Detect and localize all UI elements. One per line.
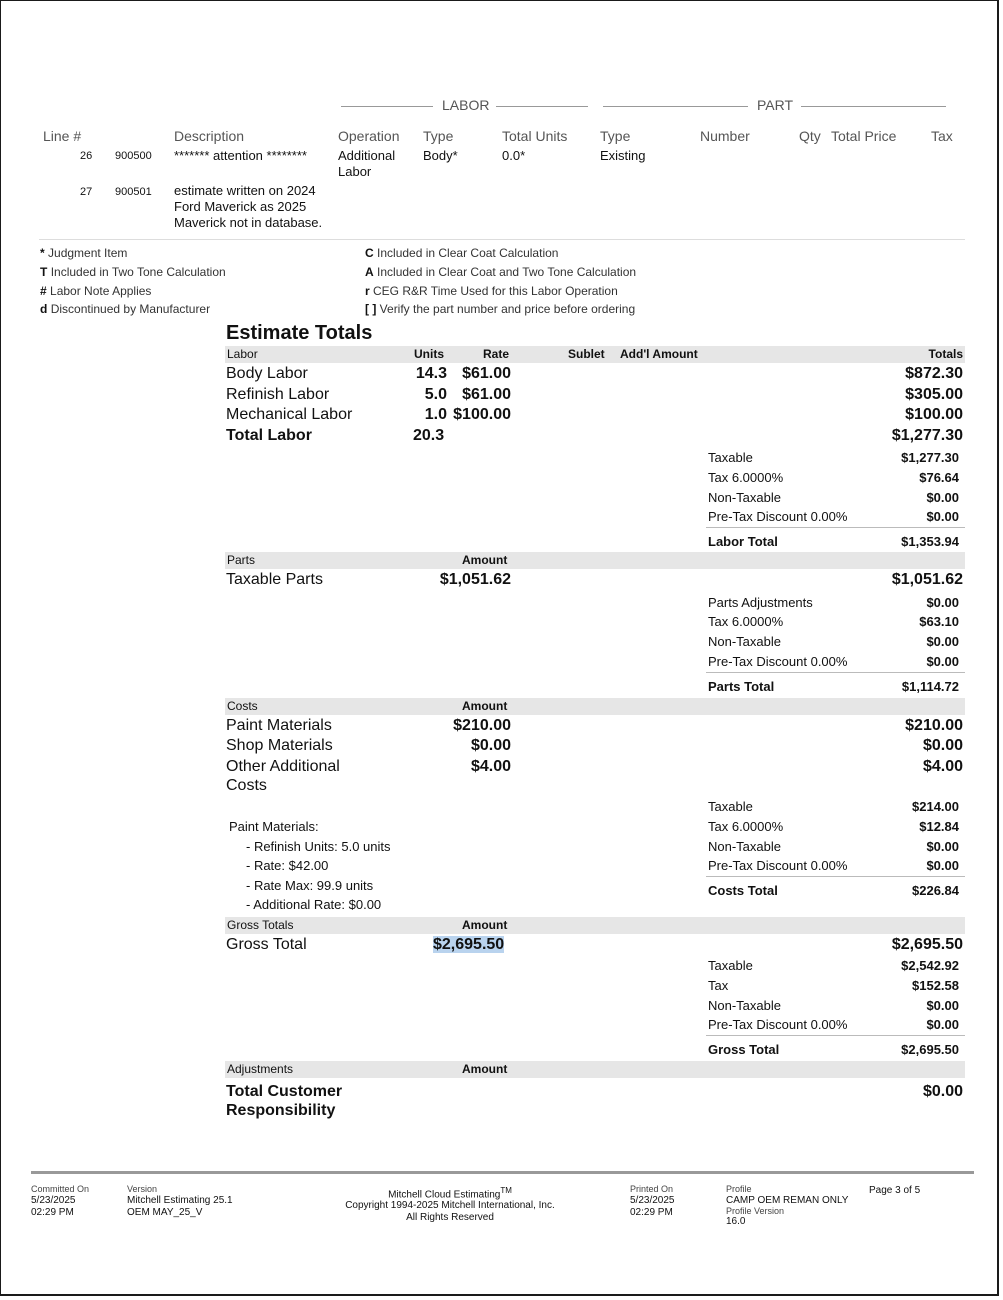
part-group-heading: PART [757, 97, 794, 113]
costs-total-label: Costs Total [708, 883, 778, 898]
line-labor-type: Body* [423, 148, 458, 163]
legend-item: [ ] Verify the part number and price before ordering [365, 302, 636, 316]
col-total-price: Total Price [831, 128, 897, 144]
col-line: Line # [43, 128, 82, 144]
line-description: estimate written on 2024 [174, 183, 316, 198]
col-tax: Tax [931, 128, 953, 144]
legend-item: d Discontinued by Manufacturer [40, 302, 211, 316]
gross-section-bar: Gross Totals Amount [225, 917, 965, 934]
line-code: 900500 [115, 150, 152, 162]
col-qty: Qty [799, 128, 821, 144]
legend-item: r CEG R&R Time Used for this Labor Operation [365, 284, 618, 298]
estimate-totals-title: Estimate Totals [226, 322, 373, 344]
parts-total-label: Parts Total [708, 679, 775, 694]
gross-total-label: Gross Total [708, 1042, 780, 1057]
line-description: Maverick not in database. [174, 215, 323, 230]
legend-item: A Included in Clear Coat and Two Tone Calculation [365, 265, 637, 279]
legend-item: C Included in Clear Coat Calculation [365, 246, 559, 260]
col-part-type: Type [600, 128, 631, 144]
line-description: Ford Maverick as 2025 [174, 199, 307, 214]
line-number: 26 [80, 150, 93, 162]
parts-total-value: $1,114.72 [901, 679, 959, 694]
col-number: Number [700, 128, 750, 144]
labor-section-bar: Labor Units Rate Sublet Add'l Amount Totals [227, 347, 963, 361]
col-operation: Operation [338, 128, 400, 144]
costs-section-bar: Costs Amount [225, 698, 965, 715]
col-description: Description [174, 128, 245, 144]
labor-total-value: $1,353.94 [901, 534, 959, 549]
legend-item: T Included in Two Tone Calculation [40, 265, 226, 279]
line-number: 27 [80, 186, 93, 198]
line-part-type: Existing [600, 148, 646, 163]
costs-total-value: $226.84 [912, 883, 959, 898]
gross-amount-highlighted[interactable]: $2,695.50 [433, 936, 505, 953]
legend-item: # Labor Note Applies [40, 284, 152, 298]
line-code: 900501 [115, 186, 152, 198]
col-total-units: Total Units [502, 128, 568, 144]
labor-total-label: Labor Total [708, 534, 778, 549]
gross-total-value: $2,695.50 [901, 1042, 959, 1057]
adjustments-section-bar: Adjustments Amount [225, 1061, 965, 1078]
labor-group-heading: LABOR [442, 97, 490, 113]
line-description: ******* attention ******** [174, 148, 307, 163]
parts-section-bar: Parts Amount [225, 552, 965, 569]
legend-item: * Judgment Item [40, 246, 128, 260]
line-total-units: 0.0* [502, 148, 526, 163]
footer-rule [31, 1171, 974, 1174]
col-labor-type: Type [423, 128, 454, 144]
line-operation: Additional [338, 148, 396, 163]
line-operation: Labor [338, 164, 372, 179]
page-indicator: Page 3 of 5 [869, 1185, 921, 1196]
estimate-page: LABOR PART Line # Description Operation Type Total Units Type Number Qty Total Price Tax 26 900500 ******* attention ******** Additional Labor Body* 0.0* Existing 27 900501 estimate written on 2024 Ford Maverick as 2025 Maverick not in database. * Judgment Item T Included in Two Tone Calculation # Labor Note Applies d Discontinued by Manufacturer C Included in Clear Coat Calculation A Included in Clear Coat and Two Tone Calculation r CEG R&R Time Used for this Labor Operation [ ] Verify the part number and price before ordering Estimate Totals Labor Units Rate Sublet Add'l Amount Totals Body Labor 14.3 $61.00 $872.30 Refinish Labor 5.0 $61.00 $305.00 Mechanical Labor 1.0 $100.00 $100.00 Total Labor 20.3 $1,277.30 Taxable $1,277.30 Tax 6.0000% $76.64 Non-Taxable $0.00 Pre-Tax Discount 0.00% $0.00 Labor Total $1,353.94 Parts Amount Taxable Parts $1,051.62 $1,051.62 Parts Adjustments $0.00 Tax 6.0000% $63.10 Non-Taxable $0.00 Pre-Tax Discount 0.00% $0.00 Parts Total $1,114.72 Costs Amount Paint Materials $210.00 $210.00 Shop Materials $0.00 $0.00 Other Additional Costs $4.00 $4.00 Paint Materials: - Refinish Units: 5.0 units - Rate: $42.00 - Rate Max: 99.9 units - Additional Rate: $0.00 Taxable $214.00 Tax 6.0000% $12.84 Non-Taxable $0.00 Pre-Tax Discount 0.00% $0.00 Costs Total $226.84 Gross Totals Amount Gross Total $2,695.50 $2,695.50 Taxable $2,542.92 Tax $152.58 Non-Taxable $0.00 Pre-Tax Discount 0.00% $0.00 Gross Total $2,695.50 Adjustments Amount Total Customer Responsibility $0.00 Committed On 5/23/2025 02:29 PM Version Mitchell Estimating 25.1 OEM MAY_25_V Mitchell Cloud Estimating™ Copyright 1994-2025 Mitchell International, Inc. All Rights Reserved Printed On 5/23/2025 02:29 PM Profile CAMP OEM REMAN ONLY Profile Version 16.0 Page 3 of 5 [0, 0, 999, 1296]
